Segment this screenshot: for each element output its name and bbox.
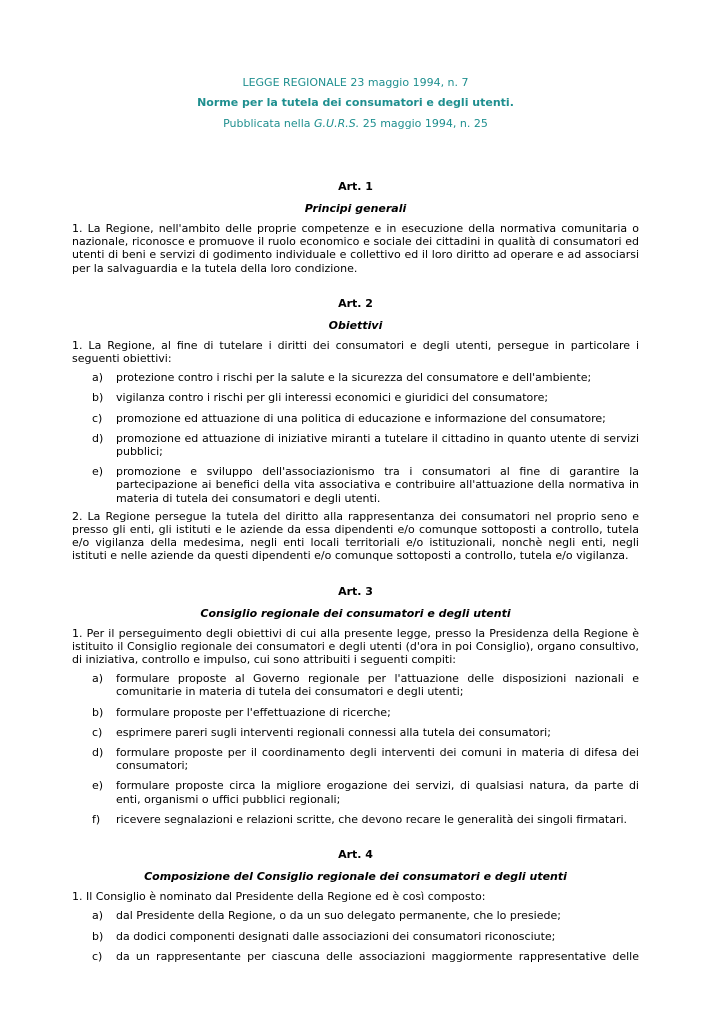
law-subject: Norme per la tutela dei consumatori e degli utenti. [197, 96, 514, 109]
list-text: formulare proposte per il coordinamento degli interventi dei comuni in materia di difesa dei consumatori; [116, 746, 639, 773]
article-1 [72, 180, 639, 275]
list-text: promozione ed attuazione di iniziative miranti a tutelare il cittadino in quanto utente di servizi pubblici; [116, 431, 639, 459]
list-text: formulare proposte circa la migliore erogazione dei servizi, di qualsiasi natura, da parte di enti, organismi o uffici pubblici regionali; [116, 779, 639, 806]
list-item [72, 391, 639, 404]
list-item [72, 465, 639, 505]
duties-list [72, 672, 639, 826]
list-letter: a) [92, 371, 104, 385]
document-page [72, 68, 639, 970]
list-letter: b) [92, 705, 104, 719]
article-number: Art. 4 [338, 848, 373, 862]
publication-line [72, 117, 639, 130]
document-header [72, 76, 639, 130]
article-paragraph: 1. La Regione, al fine di tutelare i diritti dei consumatori e degli utenti, persegue in particolare i seguenti obiettivi: [72, 338, 639, 366]
list-item [72, 412, 639, 425]
article-paragraph: 2. La Regione persegue la tutela del diritto alla rappresentanza dei consumatori nel proprio seno e presso gli enti, gli istituti e le aziende da essa dipendenti e/o comunque sottoposti a controllo, tutela e/o vigilanza della medesima, negli enti locali territoriali e/o istituzionali, nonchè negli enti, negli istituti e nelle aziende da questi dipendenti e/o comunque sottoposti a controllo, tutela e/o vigilanza. [72, 509, 639, 563]
article-paragraph: 1. La Regione, nell'ambito delle proprie competenze e in esecuzione della normativa comunitaria o nazionale, riconosce e promuove il ruolo economico e sociale dei cittadini in qualità di consumatori ed utenti di beni e servizi di godimento individuale e collettivo ed il loro diritto ad operare e ad associarsi per la salvaguardia e la tutela della loro condizione. [72, 222, 639, 275]
article-title: Principi generali [304, 202, 407, 215]
list-text: da un rappresentante per ciascuna delle associazioni maggiormente rappresentative delle [116, 949, 639, 963]
list-letter: b) [92, 391, 104, 405]
list-letter: f) [92, 812, 101, 826]
law-title: LEGGE REGIONALE 23 maggio 1994, n. 7 [242, 76, 469, 89]
list-text: formulare proposte per l'effettuazione di ricerche; [116, 705, 391, 719]
article-title: Composizione del Consiglio regionale dei consumatori e degli utenti [144, 870, 567, 884]
publication-date: 25 maggio 1994, n. 25 [359, 117, 488, 130]
article-2 [72, 297, 639, 563]
list-text: da dodici componenti designati dalle associazioni dei consumatori riconosciute; [116, 929, 556, 943]
list-letter: c) [92, 725, 103, 739]
list-text: vigilanza contro i rischi per gli interessi economici e giuridici del consumatore; [116, 391, 549, 405]
list-letter: c) [92, 949, 103, 963]
article-3 [72, 585, 639, 826]
list-item [72, 950, 639, 963]
list-letter: b) [92, 929, 104, 943]
list-letter: a) [92, 672, 104, 686]
list-text: ricevere segnalazioni e relazioni scritte, che devono recare le generalità dei singoli firmatari. [116, 812, 628, 826]
list-text: dal Presidente della Regione, o da un suo delegato permanente, che lo presiede; [116, 909, 561, 923]
list-item [72, 432, 639, 458]
list-text: formulare proposte al Governo regionale per l'attuazione delle disposizioni nazionali e comunitarie in materia di tutela dei consumatori e degli utenti; [116, 672, 639, 699]
article-number: Art. 2 [338, 296, 373, 310]
list-letter: d) [92, 746, 104, 760]
list-text: protezione contro i rischi per la salute e la sicurezza del consumatore e dell'ambiente; [116, 371, 592, 385]
list-letter: e) [92, 465, 104, 479]
list-item [72, 371, 639, 384]
list-letter: d) [92, 431, 104, 445]
list-letter: a) [92, 909, 104, 923]
article-title: Consiglio regionale dei consumatori e degli utenti [200, 606, 511, 620]
objectives-list [72, 371, 639, 505]
article-title: Obiettivi [328, 318, 383, 332]
list-item [72, 672, 639, 698]
list-text: promozione e sviluppo dell'associazionismo tra i consumatori al fine di garantire la partecipazione ai benefici della vita associativa e contribuire all'attuazione della normativa in materia di tutela dei consumatori e degli utenti. [116, 465, 639, 505]
article-paragraph: 1. Per il perseguimento degli obiettivi di cui alla presente legge, presso la Presidenza della Regione è istituito il Consiglio regionale dei consumatori e degli utenti (d'ora in poi Consiglio), organo consultivo, di iniziativa, controllo e impulso, cui sono attribuiti i seguenti compiti: [72, 626, 639, 667]
composition-list [72, 909, 639, 963]
list-item [72, 909, 639, 922]
article-number: Art. 3 [338, 584, 373, 598]
list-letter: c) [92, 411, 103, 425]
publication-prefix: Pubblicata nella [223, 117, 315, 130]
article-4 [72, 848, 639, 963]
list-item [72, 813, 639, 826]
list-item [72, 706, 639, 719]
article-number: Art. 1 [338, 180, 373, 193]
list-text: esprimere pareri sugli interventi regionali connessi alla tutela dei consumatori; [116, 725, 551, 739]
list-text: promozione ed attuazione di una politica di educazione e informazione del consumatore; [116, 411, 606, 425]
list-item [72, 746, 639, 772]
list-item [72, 726, 639, 739]
article-paragraph: 1. Il Consiglio è nominato dal Presidente della Regione ed è così composto: [72, 890, 486, 904]
list-item [72, 779, 639, 805]
list-item [72, 930, 639, 943]
list-letter: e) [92, 779, 104, 793]
publication-gazette: G.U.R.S. [314, 117, 360, 130]
